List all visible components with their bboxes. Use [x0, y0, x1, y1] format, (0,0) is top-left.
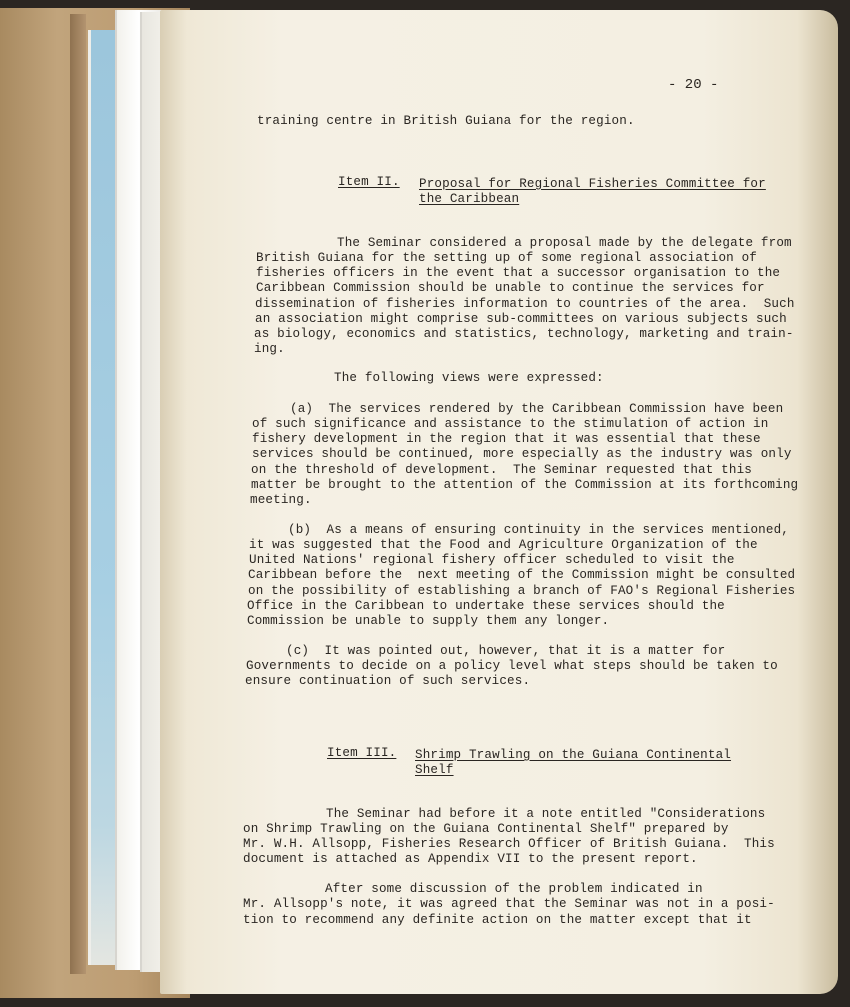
- text-line: services should be continued, more especially as the industry was only: [252, 447, 792, 461]
- item-heading-title: the Caribbean: [419, 192, 520, 206]
- text-line: an association might comprise sub-committees on various subjects such: [255, 312, 787, 326]
- text-line: as biology, economics and statistics, technology, marketing and train-: [254, 327, 794, 341]
- text-line: Caribbean Commission should be unable to continue the services for: [256, 281, 765, 295]
- text-line: (a) The services rendered by the Caribbean Commission have been: [290, 402, 784, 416]
- item-heading-label: Item II.: [338, 175, 400, 189]
- text-line: ing.: [254, 342, 285, 356]
- text-line: Mr. W.H. Allsopp, Fisheries Research Officer of British Guiana. This: [243, 837, 775, 851]
- text-line: matter be brought to the attention of the Commission at its forthcoming: [251, 478, 799, 492]
- text-line: Governments to decide on a policy level what steps should be taken to: [246, 659, 778, 673]
- text-line: dissemination of fisheries information to countries of the area. Such: [255, 297, 795, 311]
- folder-edge: [70, 14, 86, 974]
- text-line: of such significance and assistance to the stimulation of action in: [252, 417, 769, 431]
- text-line: Commission be unable to supply them any longer.: [247, 614, 610, 628]
- text-line: fishery development in the region that it was essential that these: [252, 432, 761, 446]
- text-line: Mr. Allsopp's note, it was agreed that the Seminar was not in a posi-: [243, 897, 775, 911]
- text-line: fisheries officers in the event that a successor organisation to the: [256, 266, 781, 280]
- text-line: The Seminar considered a proposal made by the delegate from: [337, 236, 792, 250]
- text-line: on Shrimp Trawling on the Guiana Continental Shelf" prepared by: [243, 822, 729, 836]
- text-line: Caribbean before the next meeting of the Commission might be consulted: [248, 568, 796, 582]
- item-heading-title: Shrimp Trawling on the Guiana Continental: [415, 748, 732, 762]
- text-line: Office in the Caribbean to undertake these services should the: [247, 599, 725, 613]
- text-line: training centre in British Guiana for the region.: [257, 114, 635, 128]
- text-line: on the possibility of establishing a branch of FAO's Regional Fisheries: [248, 584, 796, 598]
- text-line: British Guiana for the setting up of some regional association of: [256, 251, 757, 265]
- item-heading-label: Item III.: [327, 746, 397, 760]
- text-line: document is attached as Appendix VII to the present report.: [243, 852, 698, 866]
- text-line: The following views were expressed:: [334, 371, 604, 385]
- item-heading-title: Proposal for Regional Fisheries Committee for: [419, 177, 766, 191]
- text-line: United Nations' regional fishery officer scheduled to visit the: [249, 553, 735, 567]
- text-line: tion to recommend any definite action on the matter except that it: [243, 913, 752, 927]
- item-heading-title: Shelf: [415, 763, 454, 777]
- text-line: (c) It was pointed out, however, that it is a matter for: [286, 644, 726, 658]
- text-line: ensure continuation of such services.: [245, 674, 531, 688]
- text-line: After some discussion of the problem indicated in: [325, 882, 703, 896]
- text-line: (b) As a means of ensuring continuity in the services mentioned,: [288, 523, 789, 537]
- text-line: meeting.: [250, 493, 312, 507]
- page-number: - 20 -: [668, 77, 719, 93]
- text-line: on the threshold of development. The Seminar requested that this: [251, 463, 752, 477]
- text-line: The Seminar had before it a note entitled "Considerations: [326, 807, 766, 821]
- text-line: it was suggested that the Food and Agriculture Organization of the: [249, 538, 758, 552]
